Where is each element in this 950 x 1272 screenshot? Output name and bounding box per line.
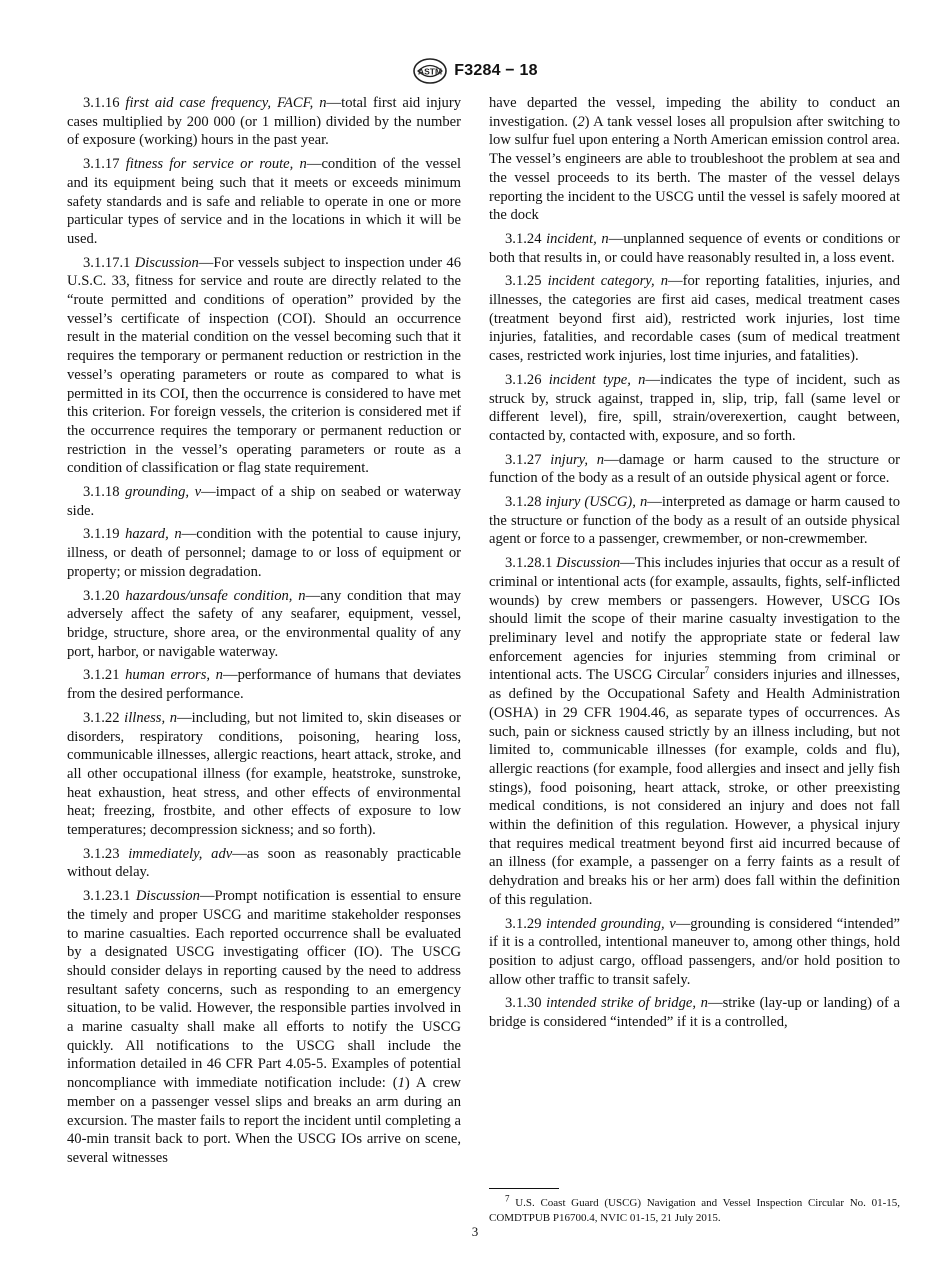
footnote-divider xyxy=(489,1188,559,1189)
definition-3-1-22: 3.1.22 illness, n—including, but not limited to, skin diseases or disorders, respiratory conditions, poisoning, hearing loss, communicable illnesses, allergic reactions, heart attack, stroke, and all other occupational illness (for example, heatstroke, sunstroke, heat exhaustion, heat stress, and other effects of environmental heat; freezing, frostbite, and other effects of exposure to low temperatures; decompression sickness; and so forth). xyxy=(67,709,462,839)
definition-3-1-29: 3.1.29 intended grounding, v—grounding is considered “intended” if it is a controlled, intentional maneuver to, among other things, hold position to adjust cargo, offload passengers, and/or hold position to allow other traffic to transit safely. xyxy=(489,915,900,988)
definition-3-1-20: 3.1.20 hazardous/unsafe condition, n—any condition that may adversely affect the safety of any seafarer, equipment, vessel, bridge, structure, shore area, or the environmental quality of any port, harbor, or navigable waterway. xyxy=(67,587,461,660)
definition-3-1-16: 3.1.16 first aid case frequency, FACF, n—total first aid injury cases multiplied by 200 000 (or 1 million) divided by the number of exposure (working) hours in the past year. xyxy=(67,95,461,149)
definition-3-1-30: 3.1.30 intended strike of bridge, n—strike (lay-up or landing) of a bridge is considered “intended” if it is a controlled, xyxy=(489,995,900,1031)
astm-logo-icon xyxy=(412,58,448,84)
right-column xyxy=(489,94,900,1037)
definition-3-1-27: 3.1.27 injury, n—damage or harm caused to the structure or function of the body as a result of an outside physical agent or force. xyxy=(489,451,900,487)
discussion-3-1-23-1: 3.1.23.1 Discussion—Prompt notification is essential to ensure the timely and proper USCG and maritime stakeholder responses to marine casualties. Each reported occurrence shall be evaluated by a designated USCG investigating officer (IO). The USCG should consider delays in reporting caused by the need to address resultant safety concerns, such as responding to an emergency situation, to be valid. However, the responsible parties involved in a marine casualty shall make all efforts to notify the USCG quickly. All notifications to the USCG shall include the information detailed in 46 CFR Part 4.05-5. Examples of potential noncompliance with immediate notification include: (1) A crew member on a passenger vessel slips and breaks an arm during an excursion. The master fails to report the incident until completing a 40-min transit back to port. When the USCG IOs arrive on scene, several witnesses xyxy=(67,888,462,1166)
definition-3-1-19: 3.1.19 hazard, n—condition with the potential to cause injury, illness, or death of personnel; damage to or loss of equipment or property; or mission degradation. xyxy=(67,526,461,580)
page-number: 3 xyxy=(471,1224,479,1239)
definition-3-1-17: 3.1.17 fitness for service or route, n—condition of the vessel and its equipment being such that it meets or exceeds minimum safety standards and is safe and reliable to operate in one or more particular types of service and in the locations in which it will be used. xyxy=(67,156,461,247)
page-header xyxy=(0,58,950,84)
discussion-3-1-17-1: 3.1.17.1 Discussion—For vessels subject to inspection under 46 U.S.C. 33, fitness for service and route are directly related to the “route permitted and conditions of operation” provided by the vessel’s certificate of inspection (COI). Should an occurrence result in the material condition on the vessel becoming such that it requires the temporary or permanent reduction or restriction in the vessel’s operating parameters or route as compared to what is permitted in its COI, then the occurrence is considered to have met this criterion. For foreign vessels, the criterion is considered met if the occurrence requires the temporary or permanent reduction or restriction in the vessel’s operating parameters or route as a condition of classification or flag state requirement. xyxy=(67,254,461,477)
definition-3-1-18: 3.1.18 grounding, v—impact of a ship on seabed or waterway side. xyxy=(67,484,461,519)
definition-3-1-26: 3.1.26 incident type, n—indicates the type of incident, such as struck by, struck against, trapped in, slip, trip, fall (same level or different level), fire, spill, strain/overexertion, caught between, contacted by, contacted with, exposure, and so forth. xyxy=(489,371,900,444)
definition-3-1-28: 3.1.28 injury (USCG), n—interpreted as damage or harm caused to the structure or function of the body as a result of an outside physical agent or force to a passenger, crewmember, or non-crewmember. xyxy=(489,494,900,548)
footnote: $^7$ U.S. Coast Guard (USCG) Navigation and Vessel Inspection Circular No. 01-15, COMDTPUB P16700.4, NVIC 01-15, 21 July 2015. xyxy=(489,1193,900,1224)
footnote-ref[interactable]: 7 xyxy=(704,665,710,676)
definition-3-1-21: 3.1.21 human errors, n—performance of humans that deviates from the desired performance. xyxy=(67,667,461,703)
document-id: F3284 − 18 xyxy=(454,62,538,79)
definition-3-1-24: 3.1.24 incident, n—unplanned sequence of events or conditions or both that results in, or could have reasonably resulted in, a loss event. xyxy=(489,230,900,266)
svg-text:ASTM: ASTM xyxy=(418,66,443,77)
discussion-3-1-28-1: 3.1.28.1 Discussion—This includes injuries that occur as a result of criminal or intentional acts (for example, assaults, fights, self-inflicted wounds) by crew members or passengers. However, USCG IOs should limit the scope of their marine casualty investigation to the preliminary level and notify the appropriate state or federal law enforcement agencies for injuries stemming from criminal or intentional acts. The USCG Circular$^7$ considers injuries and illnesses, as defined by the Occupational Safety and Health Administration (OSHA) in 29 CFR 1904.46, as separate types of occurrences. As such, pain or sickness caused strictly by an illness including, but not limited to, communicable illnesses (for example, colds and flu), allergic reactions (for example, food allergies and insect and jelly fish stings), food poisoning, heart attack, stroke, or other preexisting medical conditions, is not considered an injury and does not fall within the definition of this regulation. However, a physical injury that requires medical treatment beyond first aid incurred because of an illness (for example, a passenger on a ferry faints as a result of dehydration and breaks his or her arm) does fall within the definition of this regulation. xyxy=(489,555,901,908)
definition-3-1-23: 3.1.23 immediately, adv—as soon as reasonably practicable without delay. xyxy=(67,845,461,881)
discussion-continuation: have departed the vessel, impeding the ability to conduct an investigation. (2) A tank vessel loses all propulsion after switching to low sulfur fuel upon entering a North American emission control area. The vessel’s engineers are able to troubleshoot the problem at sea and the vessel proceeds to its berth. The master of the vessel delays reporting the incident to the USCG until the vessel is safely moored at the dock xyxy=(489,95,900,224)
definition-3-1-25: 3.1.25 incident category, n—for reporting fatalities, injuries, and illnesses, the categories are first aid cases, medical treatment cases (treatment beyond first aid), restricted work injuries, lost time injuries, fatalities, and recordable cases (sum of medical treatment cases, restricted work injuries, lost time injuries, and fatalities). xyxy=(489,273,900,365)
left-column xyxy=(67,94,461,1173)
